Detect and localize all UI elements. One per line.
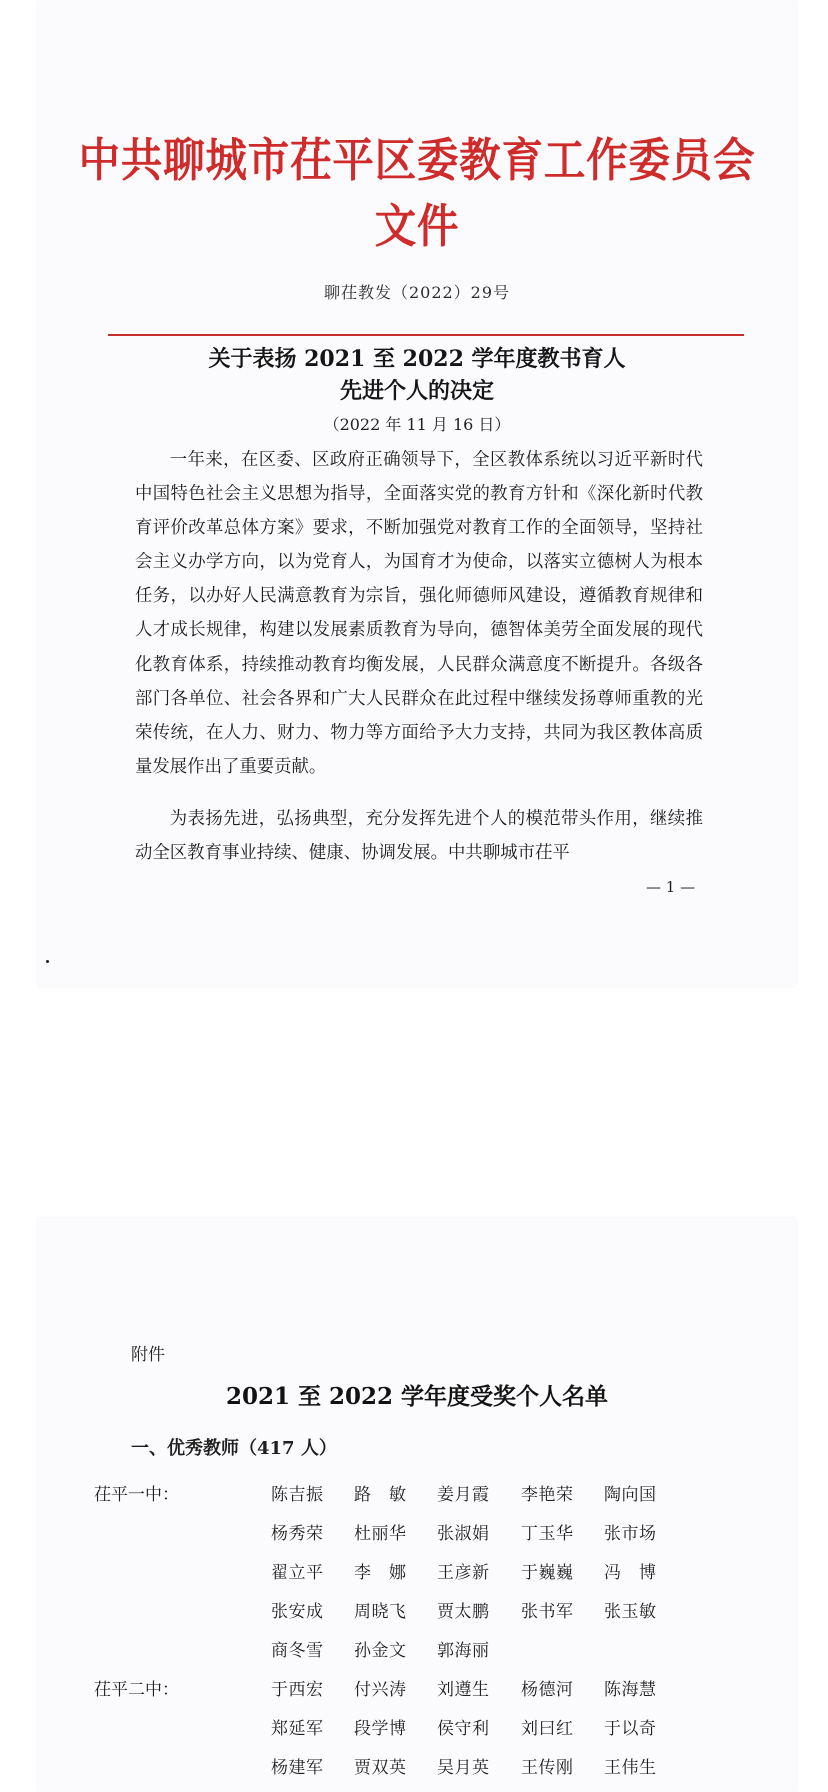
awardee-name: 陈海慧	[604, 1680, 657, 1700]
awardee-name: 翟立平	[271, 1563, 324, 1583]
awardee-name: 杨德河	[521, 1680, 574, 1700]
awardee-name: 刘曰红	[521, 1719, 574, 1739]
red-divider	[108, 334, 744, 336]
awardee-name: 段学博	[354, 1719, 407, 1739]
letterhead-title: 中共聊城市茌平区委教育工作委员会文件	[78, 133, 756, 253]
school-name: 茌平一中：	[94, 1485, 179, 1505]
awardee-name: 张安成	[271, 1602, 324, 1622]
awardee-name: 于以奇	[604, 1719, 657, 1739]
awardee-name: 李 娜	[354, 1563, 407, 1583]
awardee-name: 周晓飞	[354, 1602, 407, 1622]
section-heading: 一、优秀教师（417 人）	[131, 1438, 337, 1459]
awardee-name: 贾太鹏	[437, 1602, 490, 1622]
awardee-name: 杨建军	[271, 1758, 324, 1778]
attachment-label: 附件	[131, 1345, 165, 1365]
awardee-name: 张书军	[521, 1602, 574, 1622]
document-page-2	[38, 1218, 796, 1792]
awardee-name: 孙金文	[354, 1641, 407, 1661]
awardee-name: 姜月霞	[437, 1485, 490, 1505]
awardee-name: 杨秀荣	[271, 1524, 324, 1544]
awardee-name: 侯守利	[437, 1719, 490, 1739]
scan-speck	[46, 960, 49, 963]
decision-title-line2: 先进个人的决定	[339, 378, 494, 404]
awardee-name: 于西宏	[271, 1680, 324, 1700]
awardee-name: 郑延军	[271, 1719, 324, 1739]
awardee-name: 张淑娟	[437, 1524, 490, 1544]
school-name: 茌平二中：	[94, 1680, 179, 1700]
awardee-name: 吴月英	[437, 1758, 490, 1778]
awardee-name: 冯 博	[604, 1563, 657, 1583]
document-number: 聊茌教发（2022）29号	[323, 283, 511, 302]
awardee-name: 商冬雪	[271, 1641, 324, 1661]
award-list-title: 2021 至 2022 学年度受奖个人名单	[225, 1383, 609, 1410]
awardee-name: 王彦新	[437, 1563, 490, 1583]
awardee-name: 郭海丽	[437, 1641, 490, 1661]
body-paragraph-1: 一年来，在区委、区政府正确领导下，全区教体系统以习近平新时代中国特色社会主义思想为指导，全面落实党的教育方针和《深化新时代教育评价改革总体方案》要求，不断加强党对教育工作的全面领导，坚持社会主义办学方向，以为党育人，为国育才为使命，以落实立德树人为根本任务，以办好人民满意教育为宗旨，强化师德师风建设，遵循教育规律和人才成长规律，构建以发展素质教育为导向，德智体美劳全面发展的现代化教育体系，持续推动教育均衡发展，人民群众满意度不断提升。各级各部门各单位、社会各界和广大人民群众在此过程中继续发扬尊师重教的光荣传统，在人力、财力、物力等方面给予大力支持，共同为我区教体高质量发展作出了重要贡献。	[135, 450, 703, 777]
document-page-1	[38, 0, 796, 986]
awardee-name: 陶向国	[604, 1485, 657, 1505]
awardee-name: 王伟生	[604, 1758, 657, 1778]
awardee-name: 刘遵生	[437, 1680, 490, 1700]
awardee-name: 杜丽华	[354, 1524, 407, 1544]
awardee-name: 王传刚	[521, 1758, 574, 1778]
awardee-name: 李艳荣	[521, 1485, 574, 1505]
awardee-name: 陈吉振	[271, 1485, 324, 1505]
page-number: — 1 —	[646, 878, 696, 896]
awardee-name: 张玉敏	[604, 1602, 657, 1622]
awardee-name: 于巍巍	[521, 1563, 574, 1583]
awardee-name: 付兴涛	[354, 1680, 407, 1700]
awardee-name: 贾双英	[354, 1758, 407, 1778]
awardee-name: 张市场	[604, 1524, 657, 1544]
issue-date: （2022 年 11 月 16 日）	[323, 415, 511, 434]
awardee-name: 丁玉华	[521, 1524, 574, 1544]
body-paragraph-2: 为表扬先进，弘扬典型，充分发挥先进个人的模范带头作用，继续推动全区教育事业持续、健康、协调发展。中共聊城市茌平	[135, 809, 703, 864]
decision-title-line1: 关于表扬 2021 至 2022 学年度教书育人	[208, 346, 626, 372]
awardee-name: 路 敏	[354, 1485, 407, 1505]
